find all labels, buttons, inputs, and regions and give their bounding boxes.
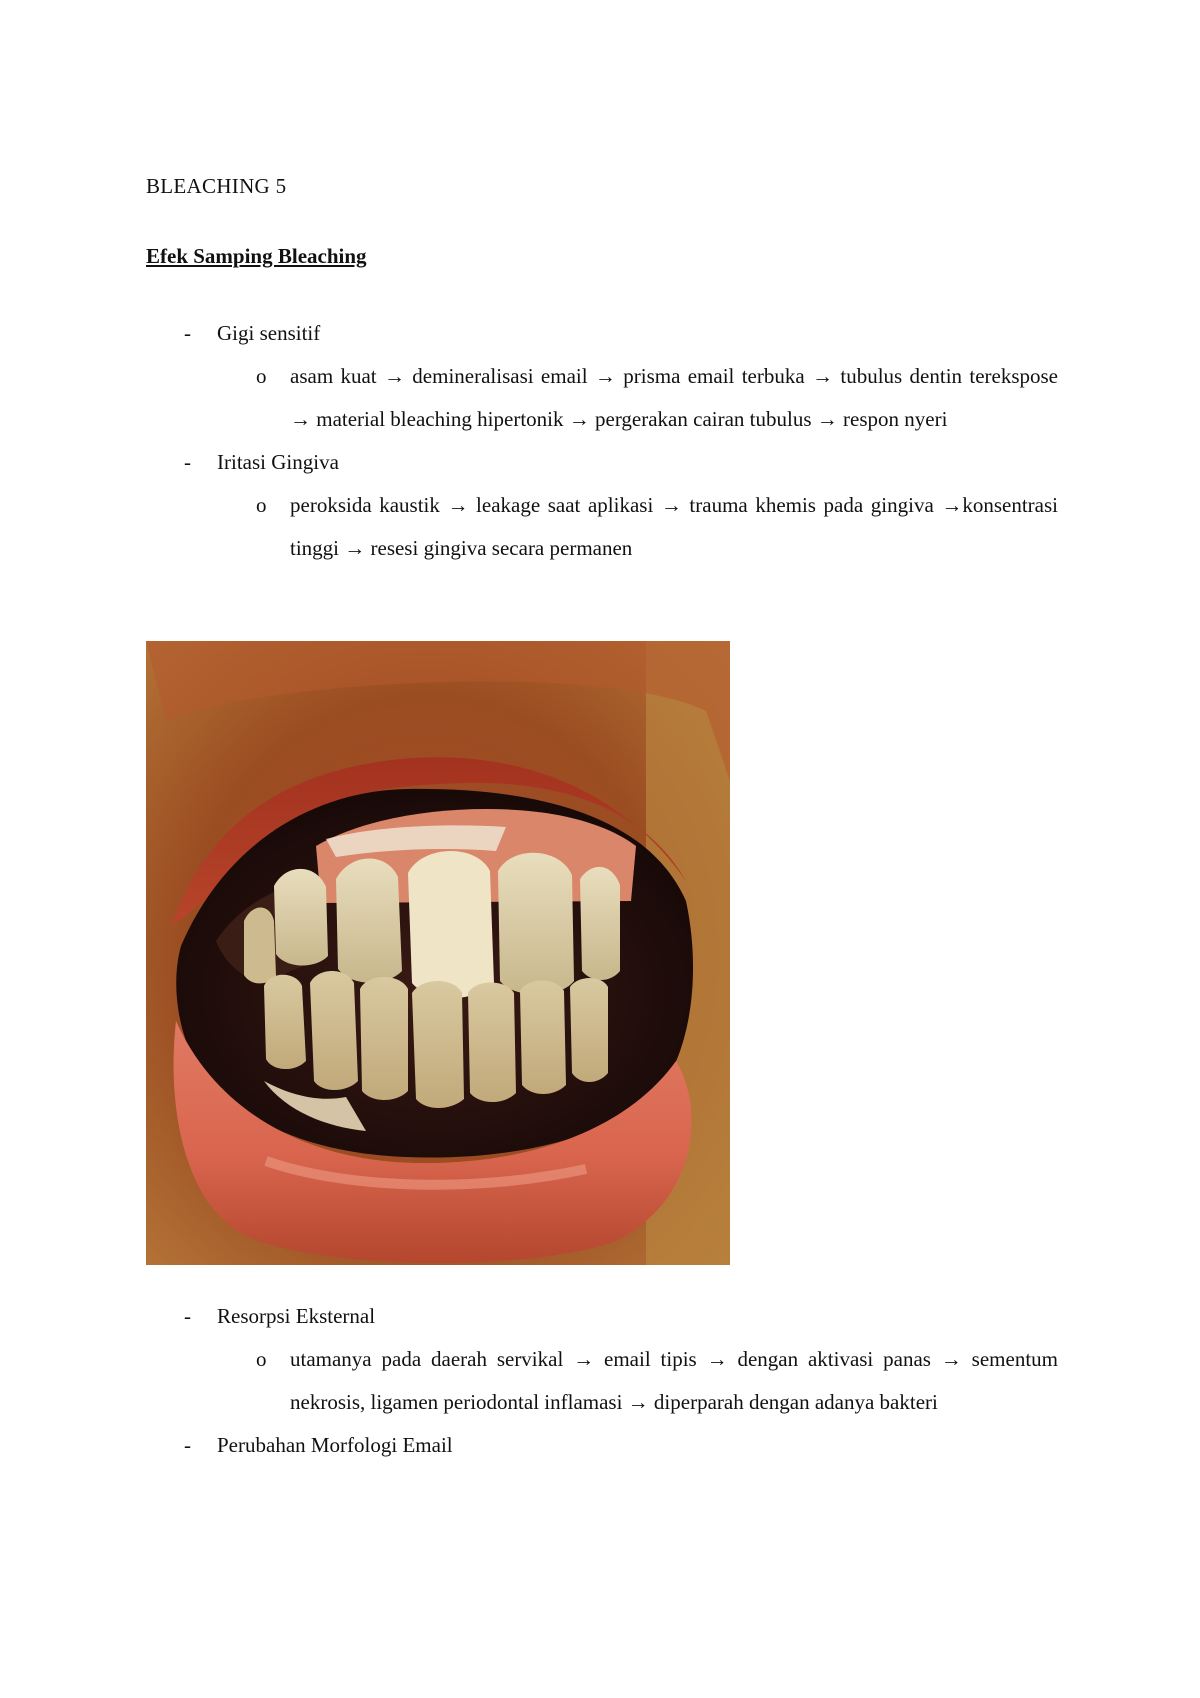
sub-item-text: utamanya pada daerah servikal → email tipis → dengan aktivasi panas → sementum nekrosis, ligamen periodontal inflamasi → diperparah dengan adanya bakteri (290, 1347, 1058, 1414)
sub-item-text: asam kuat → demineralisasi email → prisma email terbuka → tubulus dentin terekspose → material bleaching hipertonik → pergerakan cairan tubulus → respon nyeri (290, 364, 1058, 431)
dash-bullet: - (184, 450, 191, 474)
teeth-photo (146, 641, 730, 1265)
list-item-label: Gigi sensitif (217, 321, 321, 345)
dash-bullet: - (184, 1304, 191, 1328)
sub-item-text: peroksida kaustik → leakage saat aplikasi → trauma khemis pada gingiva →konsentrasi tinggi → resesi gingiva secara permanen (290, 493, 1058, 560)
side-effects-list-top (0, 312, 1200, 570)
sub-item (256, 355, 1058, 441)
sub-item (256, 484, 1058, 570)
list-item-label: Iritasi Gingiva (217, 450, 339, 474)
circle-bullet: o (256, 1347, 267, 1371)
list-item-iritasi-gingiva (0, 441, 1200, 484)
list-item-label: Resorpsi Eksternal (217, 1304, 376, 1328)
section-heading: Efek Samping Bleaching (146, 244, 367, 268)
dash-bullet: - (184, 1433, 191, 1457)
side-effects-list-bottom (0, 1295, 1200, 1467)
list-item-label: Perubahan Morfologi Email (217, 1433, 453, 1457)
list-item-perubahan-morfologi-email (0, 1424, 1200, 1467)
doc-title: BLEACHING 5 (146, 174, 287, 198)
circle-bullet: o (256, 493, 267, 517)
list-item-gigi-sensitif (0, 312, 1200, 355)
list-item-resorpsi-eksternal (0, 1295, 1200, 1338)
dash-bullet: - (184, 321, 191, 345)
sub-item (256, 1338, 1058, 1424)
circle-bullet: o (256, 364, 267, 388)
